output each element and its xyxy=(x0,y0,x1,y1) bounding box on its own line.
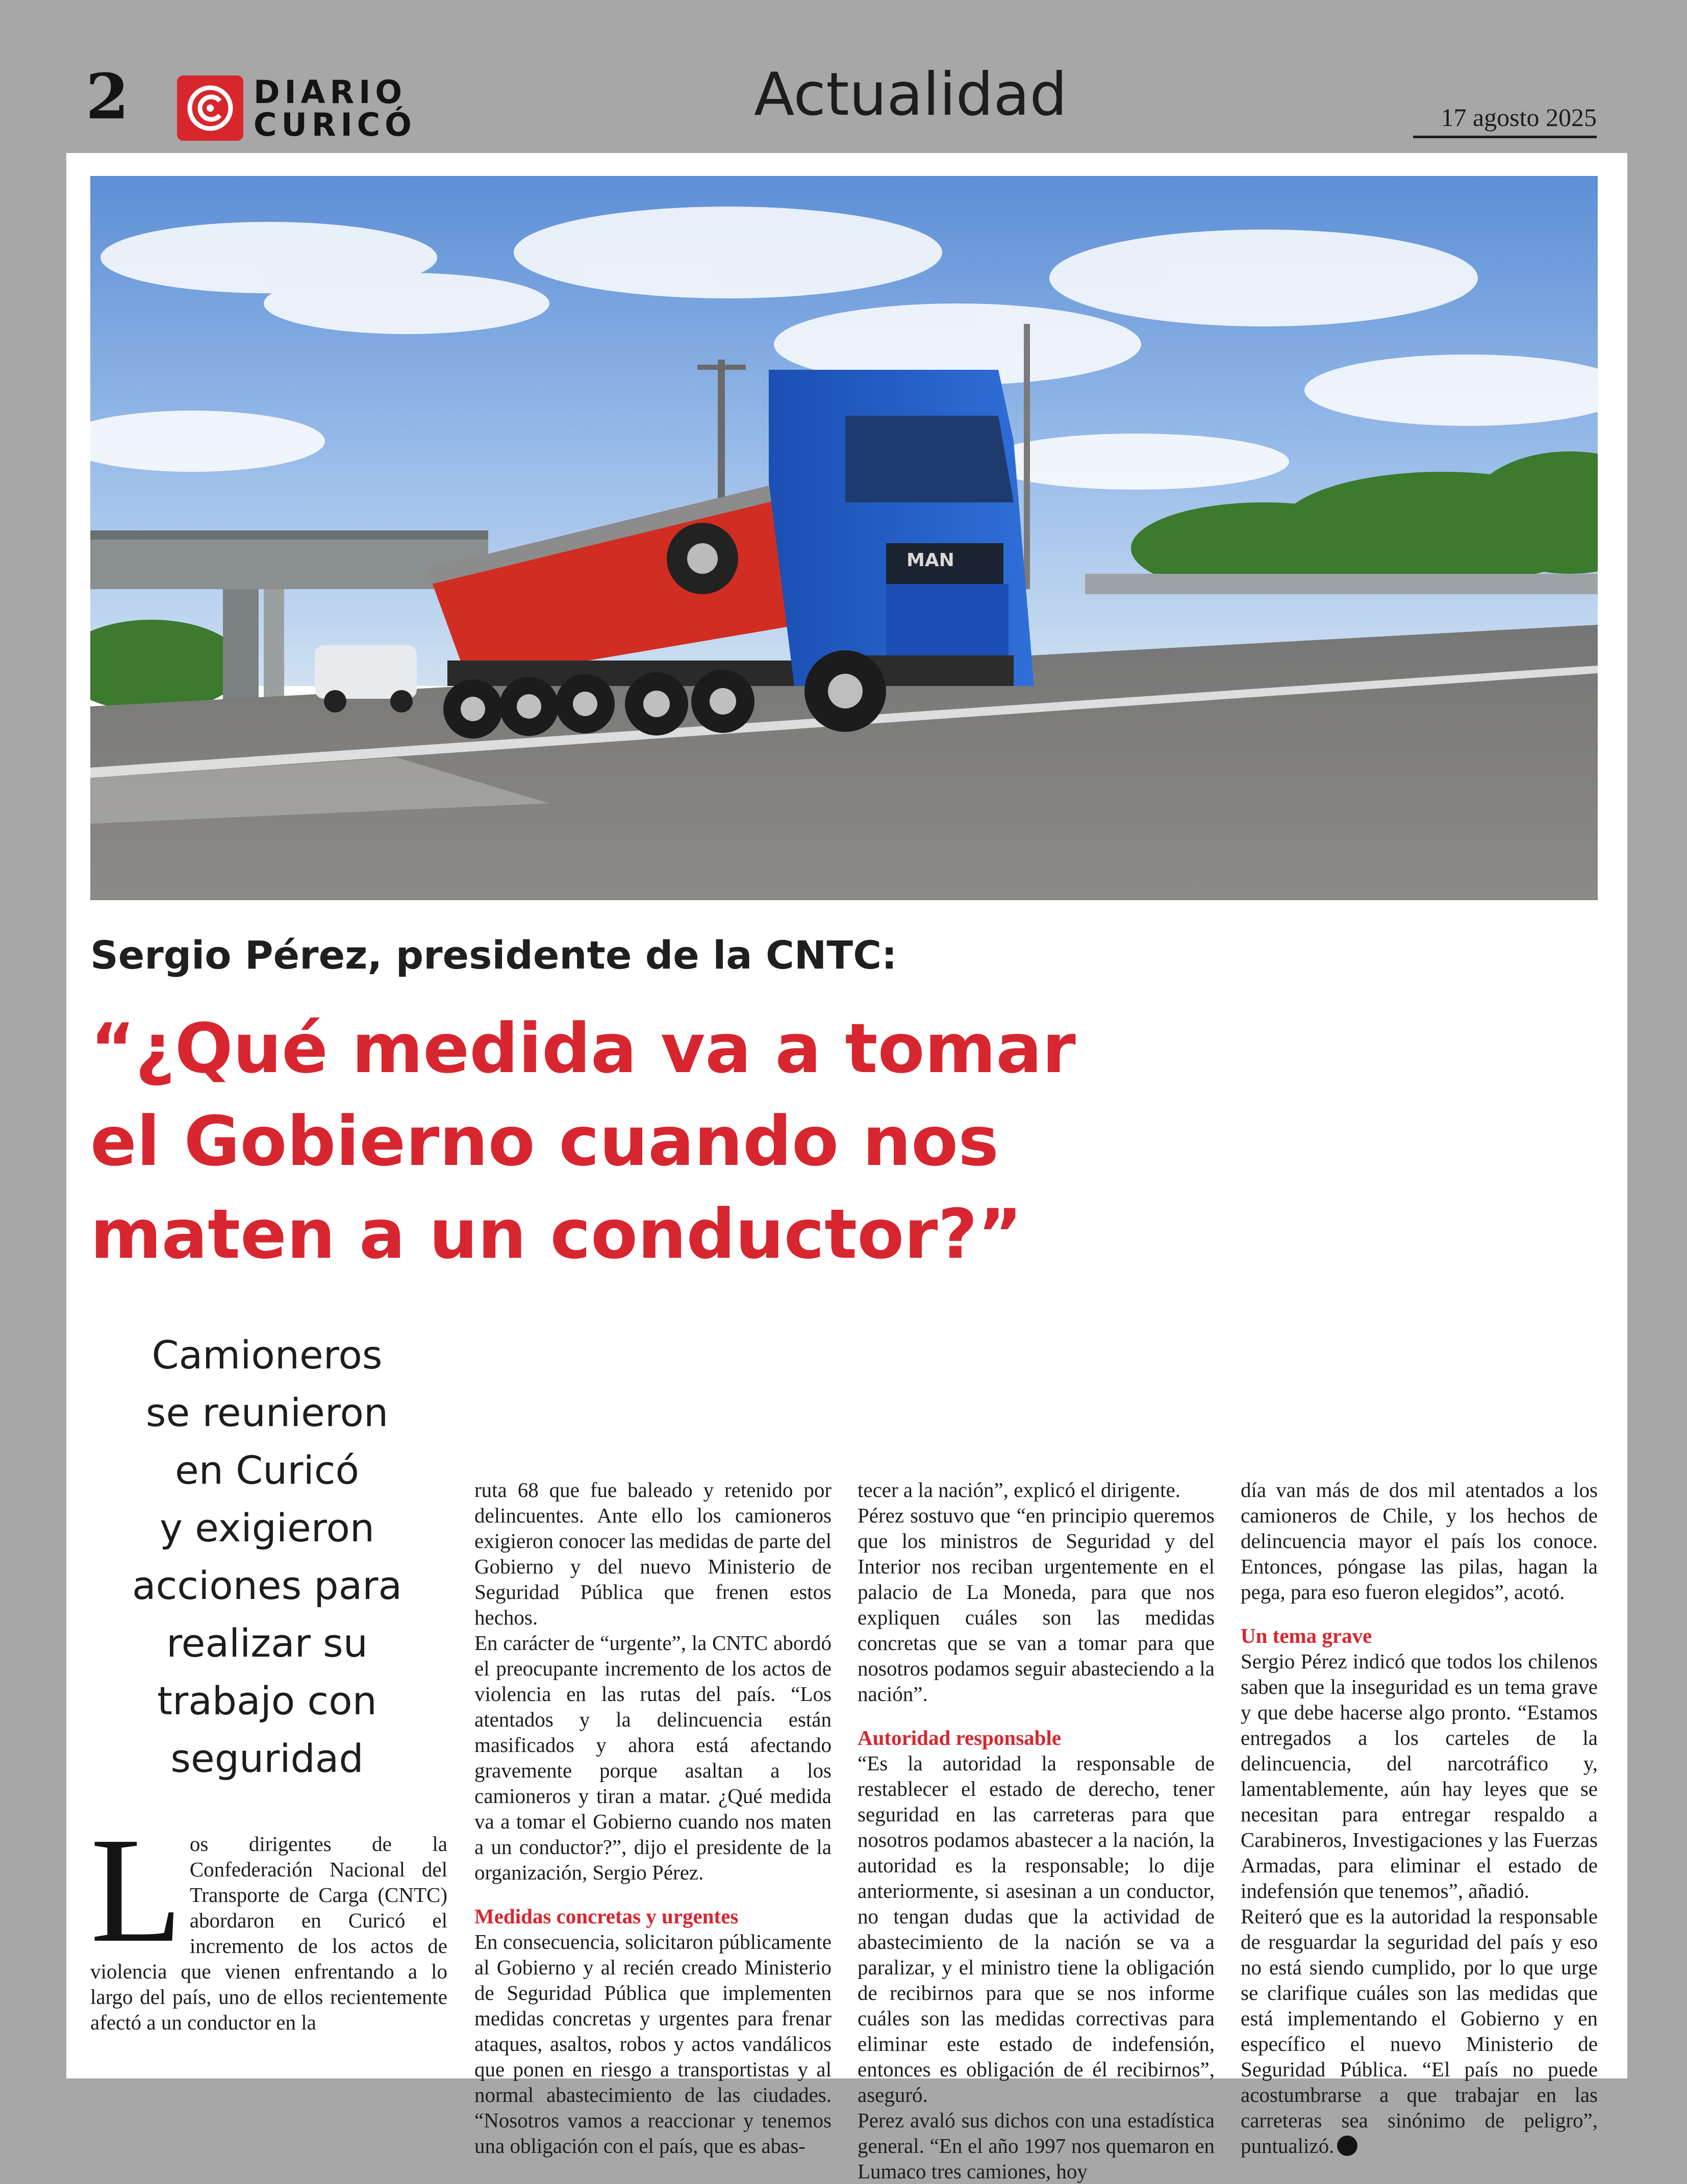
body-paragraph: ruta 68 que fue baleado y retenido por delincuentes. Ante ello los camioneros exigieron conocer las medidas de parte del Gobierno y del nuevo Ministerio de Seguridad Pública que frenen estos hechos. xyxy=(474,1478,832,1629)
article-column-4 xyxy=(1241,1477,1598,2158)
article-card xyxy=(66,153,1627,2183)
deck-line: realizar su xyxy=(166,1620,368,1666)
deck-line: Camioneros xyxy=(152,1332,383,1378)
truck-brand-label: MAN xyxy=(907,550,954,571)
body-paragraph: En consecuencia, solicitaron públicamente al Gobierno y al recién creado Ministerio de Seguridad Pública que implementen medidas concretas y urgentes para frenar ataques, asaltos, robos y actos vandálicos que ponen en riesgo a transportistas y al normal abastecimiento de las ciudades. “Nosotros vamos a reaccionar y tenemos una obligación con el país, que es abas- xyxy=(474,1930,832,2157)
body-paragraph: día van más de dos mil atentados a los camioneros de Chile, y los hechos de delincuencia mayor el país los conoce. Entonces, póngase las pilas, hagan la pega, para eso fueron elegidos”, acotó. xyxy=(1241,1478,1598,1604)
logo-mark-icon xyxy=(177,75,243,141)
headline-line: “¿Qué medida va a tomar xyxy=(90,1009,1076,1088)
drop-cap: L xyxy=(90,1807,183,1974)
article-deck xyxy=(90,1326,444,1787)
deck-line: seguridad xyxy=(170,1736,364,1781)
body-paragraph: Perez avaló sus dichos con una estadística general. “En el año 1997 nos quemaron en Lumaco tres camiones, hoy xyxy=(858,2109,1215,2183)
subheading: Medidas concretas y urgentes xyxy=(474,1904,739,1928)
end-of-article-icon xyxy=(1337,2136,1357,2156)
deck-line: acciones para xyxy=(132,1563,402,1608)
subheading: Un tema grave xyxy=(1241,1624,1372,1647)
article-headline xyxy=(90,1002,1366,1281)
deck-line: se reunieron xyxy=(145,1390,389,1435)
logo-wordmark-line1: DIARIO xyxy=(254,73,407,111)
body-paragraph-final xyxy=(1241,1903,1598,2158)
logo-wordmark-line2: CURICÓ xyxy=(254,106,416,143)
headline-line: maten a un conductor?” xyxy=(90,1195,1023,1274)
deck-line: y exigieron xyxy=(159,1505,374,1551)
page-number: 2 xyxy=(86,60,129,133)
headline-line: el Gobierno cuando nos xyxy=(90,1102,999,1181)
section-title: Actualidad xyxy=(754,60,1067,129)
article-column-3 xyxy=(858,1477,1215,2184)
body-paragraph: os dirigentes de la Confederación Nacional del Transporte de Carga (CNTC) abordaron en Curicó el incremento de los actos de violencia que vienen enfrentando a lo largo del país, uno de ellos recientemente afectó a un conductor en la xyxy=(90,1832,447,2034)
article-photo xyxy=(90,176,1598,900)
body-paragraph: Pérez sostuvo que “en principio queremos que los ministros de Seguridad y del Interior nos reciban urgentemente en el palacio de La Moneda, para que nos expliquen cuáles son las medidas concretas que se van a tomar para que nosotros podamos seguir abasteciendo a la nación”. xyxy=(858,1504,1215,1706)
body-paragraph: “Es la autoridad la responsable de restablecer el estado de derecho, tener seguridad en las carreteras para que nosotros podamos abastecer a la nación, la autoridad es la responsable; lo dije anteriormente, si asesinan a un conductor, no tengan dudas que la actividad de abastecimiento de la nación se va a paralizar, y el ministro tiene la obligación de recibirnos para que se nos informe cuáles son las medidas correctivas para eliminar este estado de indefensión, entonces es obligación de él recibirnos”, aseguró. xyxy=(858,1751,1215,2106)
deck-line: en Curicó xyxy=(175,1447,359,1493)
deck-line: trabajo con xyxy=(157,1678,377,1723)
body-paragraph: Sergio Pérez indicó que todos los chilenos saben que la inseguridad es un tema grave y que debe hacerse algo pronto. “Estamos entregados a los carteles de la delincuencia, del narcotráfico y, lamentablemente, aún hay leyes que se necesitan para entregar respaldo a Carabineros, Investigaciones y las Fuerzas Armadas, para eliminar el estado de indefensión que tenemos”, añadió. xyxy=(1241,1649,1598,1902)
logo xyxy=(177,73,416,143)
body-paragraph: tecer a la nación”, explicó el dirigente. xyxy=(858,1478,1180,1502)
subheading: Autoridad responsable xyxy=(858,1726,1062,1749)
body-paragraph: En carácter de “urgente”, la CNTC abordó el preocupante incremento de los actos de violencia en las rutas del país. “Los atentados y la delincuencia están masificados y ahora está afectando gravemente porque asaltan a los camioneros y tiran a matar. ¿Qué medida va a tomar el Gobierno cuando nos maten a un conductor?”, dijo el presidente de la organización, Sergio Pérez. xyxy=(474,1631,832,1884)
body-text: Reiteró que es la autoridad la responsable de resguardar la seguridad del país y eso no está siendo cumplido, por lo que urge se clarifique cuáles son las medidas que está implementando el Gobierno y en específico el nuevo Ministerio de Seguridad Pública. “El país no puede acostumbrarse a que trabajar en las carreteras sea sinónimo de peligro”, puntualizó. xyxy=(1241,1904,1598,2157)
article-column-2 xyxy=(474,1477,832,2158)
issue-date: 17 agosto 2025 xyxy=(1441,103,1597,132)
date-underline xyxy=(1413,136,1597,138)
article-kicker: Sergio Pérez, presidente de la CNTC: xyxy=(90,932,897,978)
article-column-1 xyxy=(90,1807,447,2035)
